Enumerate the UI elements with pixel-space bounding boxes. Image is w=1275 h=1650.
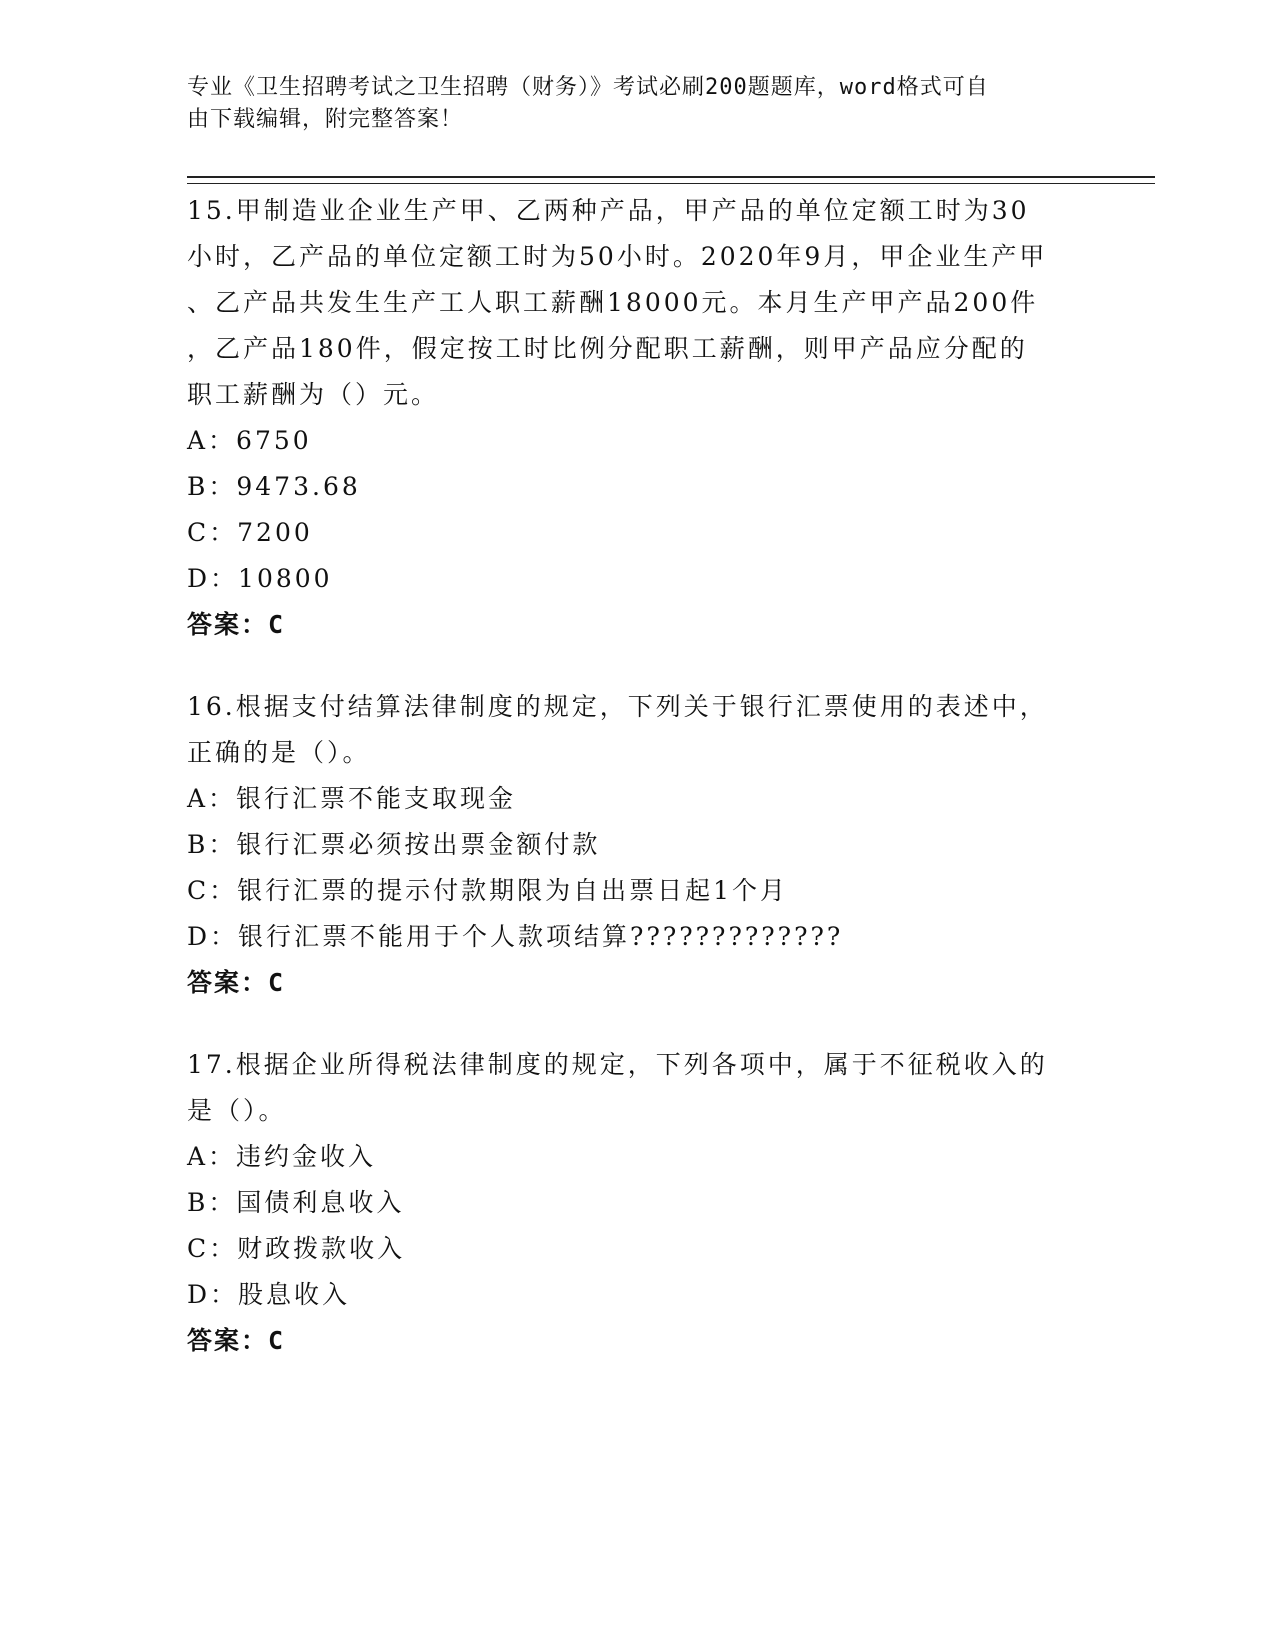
header-line-1: 专业《卫生招聘考试之卫生招聘（财务）》考试必刷200题题库，word格式可自 bbox=[187, 75, 989, 100]
question-stem-line: 17.根据企业所得税法律制度的规定，下列各项中，属于不征税收入的 bbox=[187, 1050, 1048, 1079]
option-c: C：财政拨款收入 bbox=[187, 1234, 406, 1263]
question-stem-line: 正确的是（）。 bbox=[187, 738, 371, 767]
question-stem-line: 、乙产品共发生生产工人职工薪酬18000元。本月生产甲产品200件 bbox=[187, 288, 1039, 317]
question-stem-line: 15.甲制造业企业生产甲、乙两种产品，甲产品的单位定额工时为30 bbox=[187, 196, 1030, 225]
option-a: A：银行汇票不能支取现金 bbox=[187, 784, 517, 813]
question-15 bbox=[187, 188, 1067, 648]
answer-line: 答案：C bbox=[187, 968, 286, 997]
answer-line: 答案：C bbox=[187, 610, 286, 639]
header-divider-thick bbox=[187, 176, 1155, 178]
option-b: B：9473.68 bbox=[187, 472, 361, 501]
question-stem-line: ，乙产品180件，假定按工时比例分配职工薪酬，则甲产品应分配的 bbox=[187, 334, 1028, 363]
option-b: B：银行汇票必须按出票金额付款 bbox=[187, 830, 601, 859]
question-stem-line: 职工薪酬为（）元。 bbox=[187, 380, 440, 409]
option-d: D：银行汇票不能用于个人款项结算????????????? bbox=[187, 922, 844, 951]
document-header bbox=[187, 72, 1067, 136]
answer-line: 答案：C bbox=[187, 1326, 286, 1355]
question-stem-line: 是（）。 bbox=[187, 1096, 287, 1125]
header-divider-thin bbox=[187, 183, 1155, 184]
option-c: C：7200 bbox=[187, 518, 313, 547]
question-stem-line: 小时，乙产品的单位定额工时为50小时。2020年9月，甲企业生产甲 bbox=[187, 242, 1048, 271]
question-list bbox=[187, 188, 1067, 1400]
header-line-2: 由下载编辑，附完整答案！ bbox=[187, 107, 464, 132]
option-a: A：6750 bbox=[187, 426, 312, 455]
option-a: A：违约金收入 bbox=[187, 1142, 377, 1171]
option-c: C：银行汇票的提示付款期限为自出票日起1个月 bbox=[187, 876, 789, 905]
question-17 bbox=[187, 1042, 1067, 1364]
question-16 bbox=[187, 684, 1067, 1006]
option-d: D：股息收入 bbox=[187, 1280, 351, 1309]
option-d: D：10800 bbox=[187, 564, 333, 593]
option-b: B：国债利息收入 bbox=[187, 1188, 405, 1217]
question-stem-line: 16.根据支付结算法律制度的规定，下列关于银行汇票使用的表述中， bbox=[187, 692, 1048, 721]
